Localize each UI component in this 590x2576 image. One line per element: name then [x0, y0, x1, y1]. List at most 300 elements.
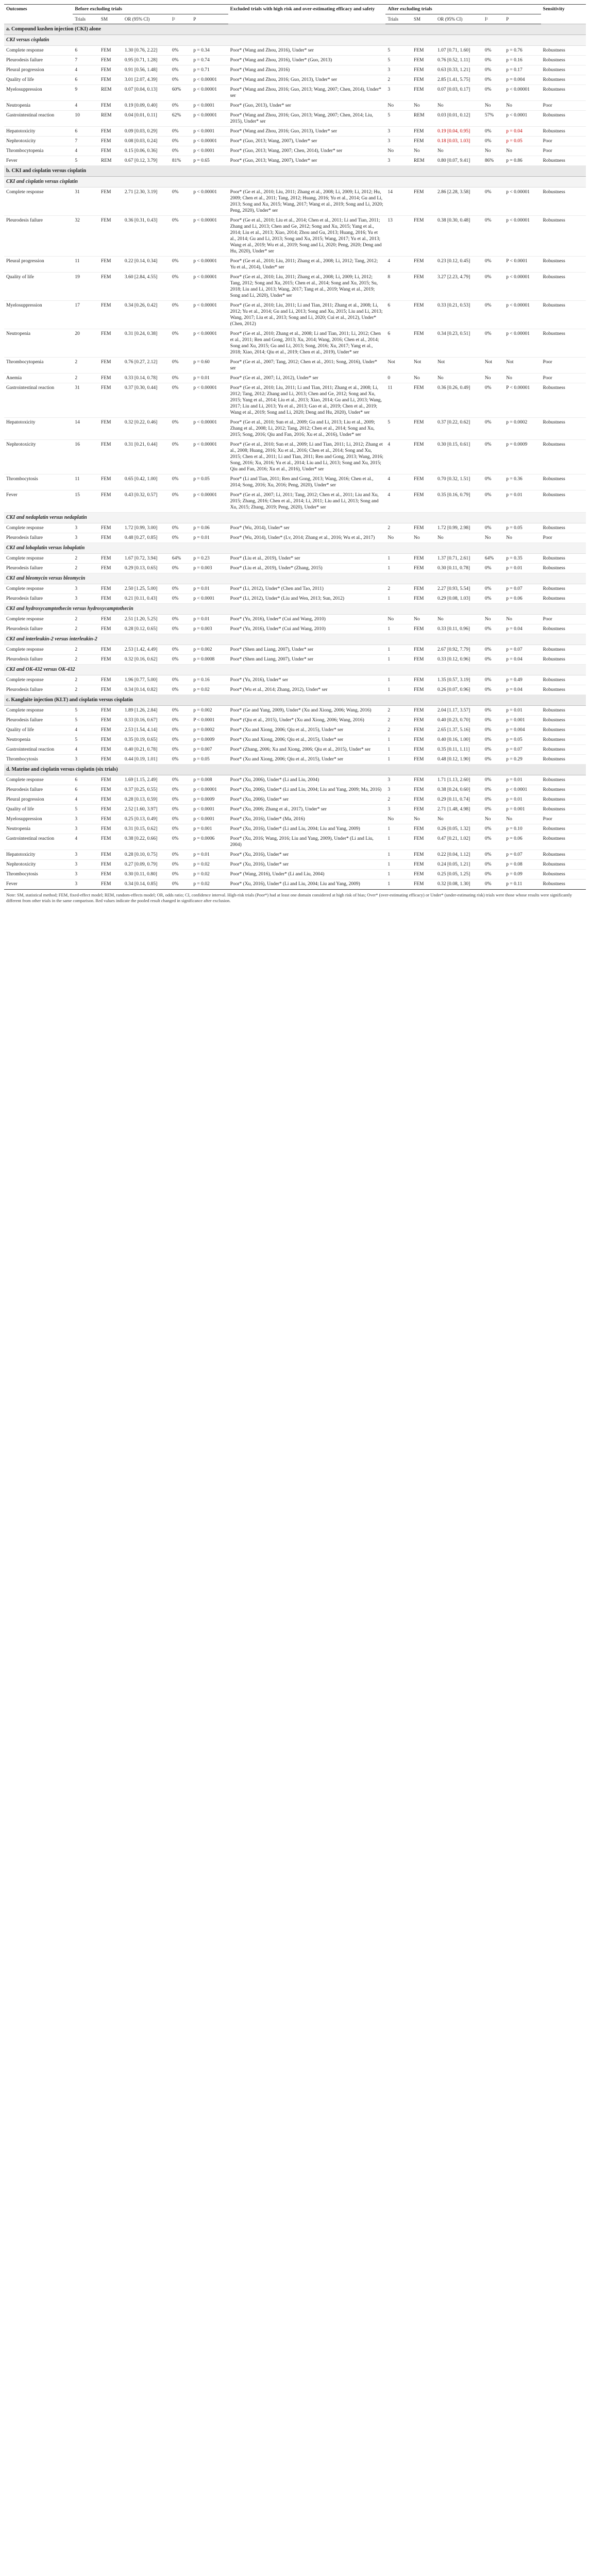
sm-after-cell: FEM — [412, 301, 435, 329]
i2-after-cell: 0% — [483, 474, 504, 490]
i2-cell: 0% — [170, 735, 191, 745]
sm-cell: FEM — [99, 56, 123, 65]
or-cell: 0.48 [0.27, 0.85] — [123, 533, 170, 543]
i2-after-cell: 0% — [483, 860, 504, 870]
sensitivity-cell: Robustness — [541, 216, 586, 257]
table-row — [4, 879, 586, 889]
p-after-cell: p = 0.01 — [504, 795, 541, 805]
i2-after-cell: 0% — [483, 56, 504, 65]
table-row — [4, 645, 586, 655]
or-after-cell: 1.35 [0.57, 3.19] — [435, 675, 483, 685]
trials-cell: 3 — [73, 584, 99, 594]
sm-after-cell: FEM — [412, 834, 435, 850]
i2-cell: 0% — [170, 188, 191, 216]
trials-cell: 20 — [73, 329, 99, 358]
i2-after-cell: No — [483, 615, 504, 624]
or-after-cell: No — [435, 146, 483, 156]
i2-cell: 0% — [170, 850, 191, 860]
header-excluded: Excluded trials with high risk and over-estimating efficacy and safety — [228, 5, 386, 24]
or-after-cell: 0.33 [0.11, 0.96] — [435, 624, 483, 634]
sensitivity-cell: Robustness — [541, 824, 586, 834]
p-after-cell: No — [504, 374, 541, 383]
trials-after-cell: 6 — [385, 329, 412, 358]
p-after-cell: p = 0.04 — [504, 685, 541, 695]
p-cell: p < 0.0001 — [191, 101, 228, 111]
or-after-cell: 2.67 [0.92, 7.79] — [435, 645, 483, 655]
outcome-cell: Thrombocytosis — [4, 870, 73, 879]
sm-cell: FEM — [99, 127, 123, 137]
p-after-cell: p = 0.10 — [504, 824, 541, 834]
or-cell: 1.72 [0.99, 3.00] — [123, 523, 170, 533]
table-row — [4, 301, 586, 329]
p-cell: p < 0.00001 — [191, 85, 228, 101]
sm-after-cell: REM — [412, 156, 435, 166]
p-cell: p = 0.01 — [191, 584, 228, 594]
sm-cell: FEM — [99, 358, 123, 374]
header-trials-after: Trials — [385, 14, 412, 24]
excluded-cell: Poor* (Wang and Zhou, 2016), Under* ser — [228, 46, 386, 56]
table-row — [4, 75, 586, 85]
sm-after-cell: FEM — [412, 775, 435, 785]
sm-after-cell: FEM — [412, 785, 435, 795]
or-cell: 0.91 [0.56, 1.48] — [123, 65, 170, 75]
trials-cell: 2 — [73, 685, 99, 695]
trials-after-cell: 1 — [385, 645, 412, 655]
p-cell: p = 0.23 — [191, 554, 228, 564]
i2-cell: 0% — [170, 440, 191, 474]
p-cell: p = 0.71 — [191, 65, 228, 75]
trials-cell: 3 — [73, 755, 99, 765]
p-after-cell: No — [504, 615, 541, 624]
header-before: Before excluding trials — [73, 5, 228, 14]
i2-cell: 0% — [170, 655, 191, 665]
outcome-cell: Neutropenia — [4, 329, 73, 358]
i2-cell: 0% — [170, 815, 191, 824]
i2-after-cell: 0% — [483, 273, 504, 301]
p-cell: p < 0.0001 — [191, 146, 228, 156]
p-after-cell: p = 0.01 — [504, 564, 541, 573]
excluded-cell: Poor* (Ge et al., 2010; Liu, 2011; Zhang et al., 2008; Li, 2009; Li, 2012; Hu, 2009; Chen et al., 2011; Tang, 2012; Huang, 2016; Yu et al., 2014; Gu and Li, 2013; Song and Xu, 2015; Wang, 2017; Wang et al., 2019; Song and Li, 2020; Peng, 2020), Under* ser — [228, 188, 386, 216]
or-after-cell: 0.07 [0.03, 0.17] — [435, 85, 483, 101]
sm-after-cell: No — [412, 815, 435, 824]
sm-after-cell: REM — [412, 111, 435, 127]
trials-cell: 19 — [73, 273, 99, 301]
outcome-cell: Anemia — [4, 374, 73, 383]
sm-cell: FEM — [99, 584, 123, 594]
trials-after-cell: 3 — [385, 85, 412, 101]
i2-cell: 60% — [170, 85, 191, 101]
sensitivity-cell: Robustness — [541, 685, 586, 695]
sensitivity-cell: Robustness — [541, 329, 586, 358]
sensitivity-cell: Robustness — [541, 850, 586, 860]
subsection-title: CKI and interleukin-2 versus interleukin-2 — [4, 634, 586, 645]
sensitivity-cell: Robustness — [541, 418, 586, 440]
sensitivity-cell: Robustness — [541, 523, 586, 533]
outcome-cell: Fever — [4, 156, 73, 166]
i2-cell: 0% — [170, 137, 191, 146]
or-cell: 0.76 [0.27, 2.12] — [123, 358, 170, 374]
trials-cell: 6 — [73, 127, 99, 137]
i2-after-cell: 0% — [483, 46, 504, 56]
sm-cell: FEM — [99, 216, 123, 257]
sm-cell: FEM — [99, 188, 123, 216]
outcome-cell: Gastrointestinal reaction — [4, 745, 73, 755]
sm-after-cell: FEM — [412, 850, 435, 860]
or-cell: 0.95 [0.71, 1.28] — [123, 56, 170, 65]
table-row — [4, 474, 586, 490]
or-cell: 0.33 [0.16, 0.67] — [123, 716, 170, 725]
or-cell: 0.31 [0.24, 0.38] — [123, 329, 170, 358]
or-cell: 0.29 [0.13, 0.65] — [123, 564, 170, 573]
i2-after-cell: Not — [483, 358, 504, 374]
excluded-cell: Poor* (Ge et al., 2010; Liu, 2011; Li and Tian, 2011; Zhang et al., 2008; Li, 2012; Yu et al., 2014; Gu and Li, 2013; Song and Xu, 2015; Liu and Li, 2013; Wang, 2017; Liu et al., 2013; Song and Li, 2020; Cui et al., 2012), Under* (Chen, 2012) — [228, 301, 386, 329]
p-after-cell: p = 0.07 — [504, 584, 541, 594]
excluded-cell: Poor* (Wang and Zhou, 2016; Guo, 2013; Wang, 2007; Chen, 2014; Liu, 2015), Under* ser — [228, 111, 386, 127]
trials-after-cell: No — [385, 101, 412, 111]
or-after-cell: 0.26 [0.05, 1.32] — [435, 824, 483, 834]
i2-cell: 0% — [170, 564, 191, 573]
sensitivity-cell: Poor — [541, 101, 586, 111]
section-heading — [4, 765, 586, 775]
sm-cell: REM — [99, 111, 123, 127]
sm-after-cell: FEM — [412, 716, 435, 725]
i2-cell: 0% — [170, 65, 191, 75]
i2-after-cell: No — [483, 101, 504, 111]
i2-cell: 0% — [170, 645, 191, 655]
p-cell: p = 0.05 — [191, 474, 228, 490]
or-cell: 0.08 [0.03, 0.24] — [123, 137, 170, 146]
trials-cell: 2 — [73, 645, 99, 655]
subsection-title: CKI and cisplatin versus cisplatin — [4, 177, 586, 188]
trials-cell: 3 — [73, 523, 99, 533]
sensitivity-cell: Robustness — [541, 273, 586, 301]
sensitivity-cell: Robustness — [541, 65, 586, 75]
or-after-cell: 1.71 [1.13, 2.60] — [435, 775, 483, 785]
or-after-cell: 2.65 [1.37, 5.16] — [435, 725, 483, 735]
p-cell: p = 0.0009 — [191, 735, 228, 745]
table-row — [4, 137, 586, 146]
trials-cell: 3 — [73, 594, 99, 604]
i2-cell: 0% — [170, 358, 191, 374]
p-cell: p < 0.00001 — [191, 418, 228, 440]
table-row — [4, 127, 586, 137]
p-after-cell: p = 0.09 — [504, 870, 541, 879]
sm-after-cell: FEM — [412, 725, 435, 735]
sm-cell: FEM — [99, 257, 123, 273]
excluded-cell: Poor* (Ge et al., 2010; Sun et al., 2009; Gu and Li, 2013; Liu et al., 2009; Zhang et al., 2008; Li, 2012; Tang, 2012; Chen et al., 2014; Song and Xu, 2015; Song, 2016; Qiu and Fan, 2016; Xu et al., 2016), Under* ser — [228, 418, 386, 440]
i2-cell: 62% — [170, 111, 191, 127]
or-after-cell: 0.80 [0.07, 9.41] — [435, 156, 483, 166]
or-after-cell: 0.63 [0.33, 1.21] — [435, 65, 483, 75]
p-after-cell: No — [504, 533, 541, 543]
section-heading — [4, 695, 586, 706]
or-cell: 1.89 [1.26, 2.84] — [123, 706, 170, 716]
or-after-cell: 2.71 [1.48, 4.98] — [435, 805, 483, 815]
p-cell: p = 0.05 — [191, 755, 228, 765]
sm-after-cell: FEM — [412, 46, 435, 56]
table-row — [4, 440, 586, 474]
p-after-cell: p = 0.06 — [504, 594, 541, 604]
p-cell: p = 0.01 — [191, 374, 228, 383]
sm-cell: FEM — [99, 655, 123, 665]
outcome-cell: Quality of life — [4, 273, 73, 301]
or-after-cell: 0.03 [0.01, 0.12] — [435, 111, 483, 127]
or-cell: 0.34 [0.26, 0.42] — [123, 301, 170, 329]
p-cell: p = 0.02 — [191, 870, 228, 879]
sm-after-cell: FEM — [412, 564, 435, 573]
or-cell: 0.65 [0.42, 1.00] — [123, 474, 170, 490]
sensitivity-cell: Robustness — [541, 440, 586, 474]
or-cell: 0.37 [0.25, 0.55] — [123, 785, 170, 795]
excluded-cell: Poor* (Guo, 2013; Wang, 2007; Chen, 2014), Under* ser — [228, 146, 386, 156]
i2-cell: 0% — [170, 273, 191, 301]
table-row — [4, 533, 586, 543]
outcome-cell: Neutropenia — [4, 824, 73, 834]
sensitivity-cell: Robustness — [541, 624, 586, 634]
p-cell: p = 0.01 — [191, 850, 228, 860]
or-after-cell: 0.25 [0.05, 1.25] — [435, 870, 483, 879]
p-cell: p = 0.008 — [191, 775, 228, 785]
excluded-cell: Poor* (Ge et al., 2010; Sun et al., 2009; Li and Tian, 2011; Li, 2012; Zhang et al., 2008; Huang, 2016; Xu et al., 2016; Chen et al., 2014; Song and Xu, 2015; Chen et al., 2011; Li and Tian, 2011; Ren and Gong, 2013; Wang, 2016; Song, 2016; Xu, 2016; Yu et al., 2014; Liu and Li, 2013; Song and Xu, 2015; Qiu and Fan, 2016; Xu et al., 2016), Under* ser — [228, 440, 386, 474]
outcome-cell: Myelosuppression — [4, 85, 73, 101]
i2-after-cell: 0% — [483, 745, 504, 755]
trials-after-cell: 1 — [385, 675, 412, 685]
sm-after-cell: FEM — [412, 645, 435, 655]
or-after-cell: 2.85 [1.41, 5.75] — [435, 75, 483, 85]
excluded-cell: Poor* (Ge et al., 2007; Tang, 2012; Chen et al., 2011; Song, 2016), Under* ser — [228, 358, 386, 374]
excluded-cell: Poor* (Xu and Xiong, 2006; Qiu et al., 2015), Under* ser — [228, 735, 386, 745]
trials-cell: 5 — [73, 706, 99, 716]
subsection-heading — [4, 513, 586, 523]
p-after-cell: p < 0.0001 — [504, 111, 541, 127]
or-after-cell: 0.76 [0.52, 1.11] — [435, 56, 483, 65]
sensitivity-cell: Robustness — [541, 834, 586, 850]
trials-cell: 16 — [73, 440, 99, 474]
outcome-cell: Pleural progression — [4, 65, 73, 75]
i2-cell: 0% — [170, 785, 191, 795]
header-trials: Trials — [73, 14, 99, 24]
sm-after-cell: FEM — [412, 735, 435, 745]
or-cell: 2.50 [1.25, 5.00] — [123, 584, 170, 594]
p-after-cell: p = 0.01 — [504, 775, 541, 785]
i2-cell: 0% — [170, 418, 191, 440]
table-row — [4, 745, 586, 755]
excluded-cell: Poor* (Xu, 2016), Under* (Li and Liu, 2004; Liu and Yang, 2009) — [228, 824, 386, 834]
i2-cell: 0% — [170, 383, 191, 418]
sm-cell: FEM — [99, 146, 123, 156]
i2-after-cell: 0% — [483, 594, 504, 604]
p-cell: p < 0.00001 — [191, 75, 228, 85]
i2-cell: 0% — [170, 329, 191, 358]
sm-cell: FEM — [99, 523, 123, 533]
excluded-cell: Poor* (Wu et al., 2014; Zhang, 2012), Under* ser — [228, 685, 386, 695]
document — [4, 4, 586, 909]
outcome-cell: Nephrotoxicity — [4, 860, 73, 870]
i2-cell: 81% — [170, 156, 191, 166]
or-cell: 0.27 [0.09, 0.79] — [123, 860, 170, 870]
excluded-cell: Poor* (Guo, 2013; Wang, 2007), Under* ser — [228, 156, 386, 166]
outcome-cell: Pleurodesis failure — [4, 624, 73, 634]
or-cell: 0.21 [0.11, 0.43] — [123, 594, 170, 604]
table-row — [4, 65, 586, 75]
subsection-heading — [4, 35, 586, 46]
trials-after-cell: 1 — [385, 870, 412, 879]
p-after-cell: Not — [504, 358, 541, 374]
sm-cell: FEM — [99, 685, 123, 695]
sm-after-cell: FEM — [412, 85, 435, 101]
trials-after-cell: 5 — [385, 46, 412, 56]
header-p: P — [191, 14, 228, 24]
trials-cell: 15 — [73, 490, 99, 513]
subsection-title: CKI and lobaplatin versus lobaplatin — [4, 543, 586, 554]
table-row — [4, 785, 586, 795]
trials-after-cell: 1 — [385, 755, 412, 765]
p-cell: p = 0.0009 — [191, 795, 228, 805]
outcome-cell: Complete response — [4, 775, 73, 785]
outcome-cell: Nephrotoxicity — [4, 137, 73, 146]
trials-cell: 7 — [73, 56, 99, 65]
trials-after-cell: 5 — [385, 111, 412, 127]
table-row — [4, 418, 586, 440]
sm-after-cell: FEM — [412, 137, 435, 146]
sm-cell: FEM — [99, 564, 123, 573]
section-title: b. CKI and cisplatin versus cisplatin — [4, 166, 586, 177]
p-cell: p = 0.02 — [191, 879, 228, 889]
p-cell: p = 0.0006 — [191, 834, 228, 850]
or-cell: 0.31 [0.21, 0.44] — [123, 440, 170, 474]
subsection-heading — [4, 573, 586, 584]
excluded-cell: Poor* (Ge et al., 2007; Li, 2012), Under* ser — [228, 374, 386, 383]
trials-after-cell: 5 — [385, 418, 412, 440]
excluded-cell: Poor* (Xu and Xiong, 2006; Qiu et al., 2015), Under* ser — [228, 725, 386, 735]
p-after-cell: p = 0.06 — [504, 834, 541, 850]
trials-cell: 3 — [73, 870, 99, 879]
p-cell: p < 0.00001 — [191, 216, 228, 257]
sm-after-cell: FEM — [412, 75, 435, 85]
p-after-cell: p = 0.49 — [504, 675, 541, 685]
i2-cell: 0% — [170, 860, 191, 870]
sm-cell: FEM — [99, 870, 123, 879]
outcome-cell: Pleurodesis failure — [4, 685, 73, 695]
outcome-cell: Gastrointestinal reaction — [4, 834, 73, 850]
p-cell: p = 0.34 — [191, 46, 228, 56]
i2-after-cell: No — [483, 533, 504, 543]
p-after-cell: p = 0.36 — [504, 474, 541, 490]
or-cell: 0.36 [0.31, 0.43] — [123, 216, 170, 257]
outcome-cell: Pleurodesis failure — [4, 56, 73, 65]
i2-cell: 64% — [170, 554, 191, 564]
p-cell: p < 0.0001 — [191, 815, 228, 824]
p-cell: p = 0.16 — [191, 675, 228, 685]
or-after-cell: 0.30 [0.15, 0.61] — [435, 440, 483, 474]
p-after-cell: p < 0.00001 — [504, 188, 541, 216]
i2-cell: 0% — [170, 879, 191, 889]
i2-after-cell: 0% — [483, 655, 504, 665]
p-after-cell: p = 0.0002 — [504, 418, 541, 440]
table-row — [4, 273, 586, 301]
excluded-cell: Poor* (Li, 2012), Under* (Chen and Tao, 2011) — [228, 584, 386, 594]
trials-after-cell: No — [385, 146, 412, 156]
i2-after-cell: No — [483, 374, 504, 383]
p-after-cell: p = 0.01 — [504, 490, 541, 513]
subsection-heading — [4, 665, 586, 675]
trials-after-cell: No — [385, 615, 412, 624]
sm-cell: FEM — [99, 615, 123, 624]
header-or: OR (95% CI) — [123, 14, 170, 24]
sensitivity-cell: Robustness — [541, 584, 586, 594]
or-cell: 0.32 [0.16, 0.62] — [123, 655, 170, 665]
sm-after-cell: FEM — [412, 418, 435, 440]
trials-after-cell: 2 — [385, 725, 412, 735]
table-row — [4, 554, 586, 564]
trials-cell: 4 — [73, 725, 99, 735]
p-after-cell: p = 0.11 — [504, 879, 541, 889]
trials-after-cell: 14 — [385, 188, 412, 216]
p-cell: p = 0.003 — [191, 624, 228, 634]
table-row — [4, 257, 586, 273]
i2-after-cell: 0% — [483, 645, 504, 655]
trials-after-cell: 1 — [385, 860, 412, 870]
outcome-cell: Pleurodesis failure — [4, 216, 73, 257]
sensitivity-cell: Robustness — [541, 111, 586, 127]
header-i2: I² — [170, 14, 191, 24]
or-after-cell: 0.38 [0.24, 0.60] — [435, 785, 483, 795]
i2-after-cell: 0% — [483, 564, 504, 573]
sensitivity-cell: Robustness — [541, 564, 586, 573]
i2-after-cell: 0% — [483, 329, 504, 358]
i2-cell: 0% — [170, 584, 191, 594]
i2-cell: 0% — [170, 775, 191, 785]
outcome-cell: Pleurodesis failure — [4, 564, 73, 573]
sensitivity-cell: Robustness — [541, 725, 586, 735]
trials-after-cell: 4 — [385, 257, 412, 273]
sm-cell: FEM — [99, 554, 123, 564]
sensitivity-cell: Robustness — [541, 188, 586, 216]
outcome-cell: Quality of life — [4, 805, 73, 815]
i2-after-cell: 0% — [483, 879, 504, 889]
or-after-cell: 1.72 [0.99, 2.98] — [435, 523, 483, 533]
trials-after-cell: 2 — [385, 795, 412, 805]
excluded-cell: Poor* (Wang and Zhou, 2016), Under* (Guo, 2013) — [228, 56, 386, 65]
sm-after-cell: FEM — [412, 824, 435, 834]
or-cell: 0.07 [0.04, 0.13] — [123, 85, 170, 101]
trials-after-cell: 2 — [385, 584, 412, 594]
table-row — [4, 490, 586, 513]
header-sm: SM — [99, 14, 123, 24]
excluded-cell: Poor* (Ge et al., 2010; Liu, 2011; Zhang et al., 2008; Li, 2009; Li, 2012; Tang, 2012; Song and Xu, 2015; Chen et al., 2014; Song and Xu, 2015; Su, 2018; Liu and Li, 2013; Wang, 2017; Tang et al., 2019; Wang et al., 2019; Song and Li, 2020), Under* ser — [228, 273, 386, 301]
sm-after-cell: FEM — [412, 675, 435, 685]
trials-cell: 2 — [73, 554, 99, 564]
sm-cell: FEM — [99, 879, 123, 889]
excluded-cell: Poor* (Ge et al., 2010; Liu, 2011; Zhang et al., 2008; Li, 2012; Tang, 2012; Yu et al., 2014), Under* ser — [228, 257, 386, 273]
sensitivity-cell: Robustness — [541, 156, 586, 166]
trials-after-cell: 2 — [385, 716, 412, 725]
header-or-after: OR (95% CI) — [435, 14, 483, 24]
table-row — [4, 584, 586, 594]
sensitivity-cell: Robustness — [541, 56, 586, 65]
i2-cell: 0% — [170, 716, 191, 725]
sm-cell: FEM — [99, 755, 123, 765]
excluded-cell: Poor* (Xu, 2006; Zhang et al., 2017), Under* ser — [228, 805, 386, 815]
trials-after-cell: 1 — [385, 594, 412, 604]
p-cell: p < 0.00001 — [191, 137, 228, 146]
sm-after-cell: FEM — [412, 383, 435, 418]
or-after-cell: 0.30 [0.11, 0.78] — [435, 564, 483, 573]
trials-cell: 17 — [73, 301, 99, 329]
p-cell: p = 0.65 — [191, 156, 228, 166]
excluded-cell: Poor* (Xu, 2006), Under* (Li and Liu, 2004) — [228, 775, 386, 785]
i2-cell: 0% — [170, 46, 191, 56]
